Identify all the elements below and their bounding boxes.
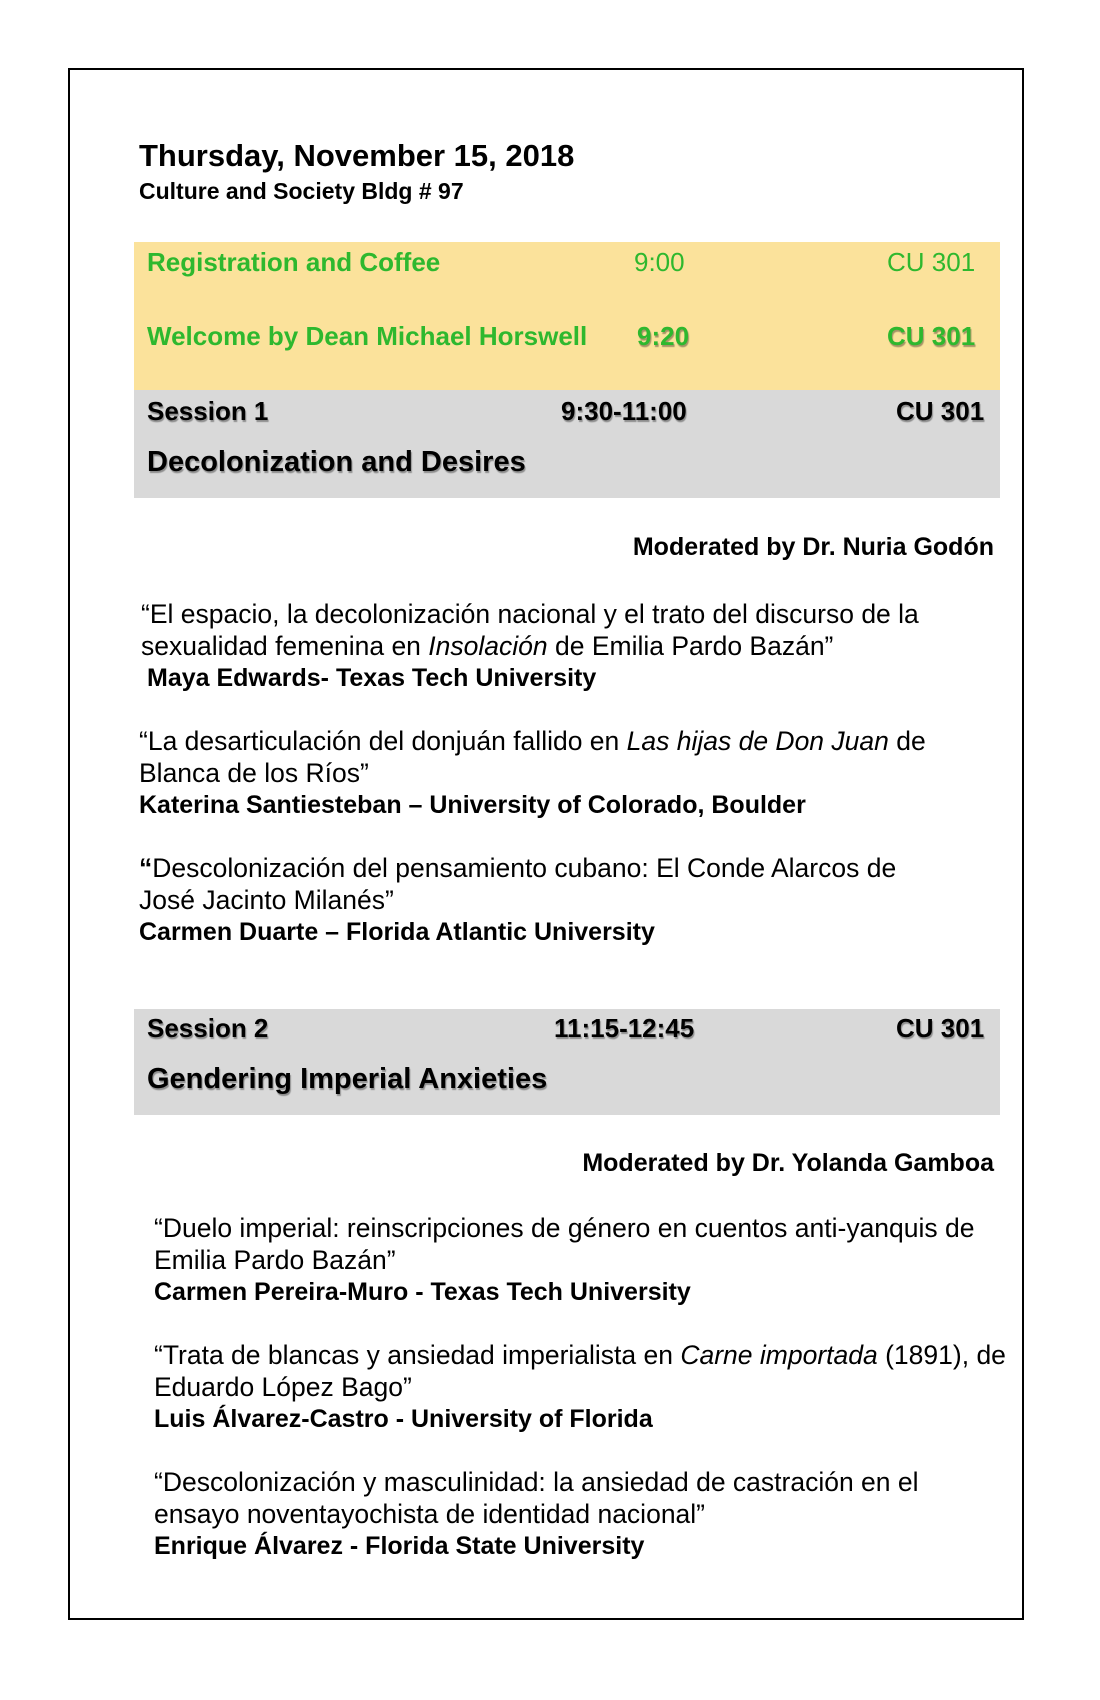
talk-title xyxy=(139,725,969,789)
welcome-time: 9:20 xyxy=(637,321,690,351)
talk-title-end: (1891), de Eduardo López Bago” xyxy=(154,1340,1006,1402)
talk-title xyxy=(154,1212,1024,1276)
talk-author: Luis Álvarez-Castro - University of Florida xyxy=(154,1405,653,1433)
talk-author: Carmen Duarte – Florida Atlantic University xyxy=(139,918,655,946)
talk-title-text: Descolonización y masculinidad: la ansiedad de castración en el ensayo noventayochista de identidad nacional” xyxy=(154,1467,919,1529)
talk-1-2 xyxy=(139,725,1039,821)
talk-2-2 xyxy=(154,1339,1054,1435)
registration-room: CU 301 xyxy=(887,247,976,277)
building-name: Culture and Society Bldg # 97 xyxy=(139,178,464,204)
talk-title-end: de Blanca de los Ríos” xyxy=(139,726,926,788)
talk-title-italic: Insolación xyxy=(428,631,548,661)
open-quote: “ xyxy=(154,1213,163,1243)
open-quote: “ xyxy=(141,599,150,629)
session-1-room: CU 301 xyxy=(896,396,985,426)
talk-title xyxy=(139,852,949,916)
talk-2-3 xyxy=(154,1466,1054,1562)
session-2-label: Session 2 xyxy=(147,1013,269,1043)
talk-title-text: Trata de blancas y ansiedad imperialista en xyxy=(162,1340,681,1370)
welcome-room: CU 301 xyxy=(887,321,976,351)
day-title: Thursday, November 15, 2018 xyxy=(139,138,575,173)
talk-title-text: La desarticulación del donjuán fallido en xyxy=(147,726,627,756)
talk-author: Maya Edwards- Texas Tech University xyxy=(147,664,597,692)
talk-2-1 xyxy=(154,1212,1054,1308)
talk-1-1 xyxy=(141,598,1041,694)
talk-title-italic: Las hijas de Don Juan xyxy=(626,726,889,756)
open-quote: “ xyxy=(139,853,153,883)
open-quote: “ xyxy=(139,726,148,756)
session-2-room: CU 301 xyxy=(896,1013,985,1043)
session-2-title: Gendering Imperial Anxieties xyxy=(147,1063,548,1095)
talk-author: Enrique Álvarez - Florida State University xyxy=(154,1532,645,1560)
session-1-time: 9:30-11:00 xyxy=(561,396,687,426)
open-quote: “ xyxy=(154,1467,163,1497)
session-2-moderator: Moderated by Dr. Yolanda Gamboa xyxy=(582,1149,994,1177)
session-2-time: 11:15-12:45 xyxy=(554,1013,695,1043)
talk-title-text: El espacio, la decolonización nacional y el trato del discurso de la sexualidad femenina en xyxy=(141,599,919,661)
talk-title xyxy=(141,598,961,662)
talk-title xyxy=(154,1339,1024,1403)
session-1-title: Decolonization and Desires xyxy=(147,446,526,478)
talk-title xyxy=(154,1466,974,1530)
registration-time: 9:00 xyxy=(634,247,685,277)
talk-1-3 xyxy=(139,852,1039,948)
registration-label: Registration and Coffee xyxy=(147,247,441,277)
session-1-moderator: Moderated by Dr. Nuria Godón xyxy=(632,533,994,561)
talk-title-italic: Carne importada xyxy=(680,1340,878,1370)
talk-title-text: Duelo imperial: reinscripciones de género en cuentos anti-yanquis de Emilia Pardo Bazán” xyxy=(154,1213,975,1275)
talk-title-text: Descolonización del pensamiento cubano: El Conde Alarcos de José Jacinto Milanés” xyxy=(139,853,897,915)
talk-author: Carmen Pereira-Muro - Texas Tech University xyxy=(154,1278,691,1306)
welcome-label: Welcome by Dean Michael Horswell xyxy=(147,321,588,351)
talk-author: Katerina Santiesteban – University of Colorado, Boulder xyxy=(139,791,806,819)
talk-title-end: de Emilia Pardo Bazán” xyxy=(547,631,834,661)
open-quote: “ xyxy=(154,1340,163,1370)
session-1-label: Session 1 xyxy=(147,396,269,426)
